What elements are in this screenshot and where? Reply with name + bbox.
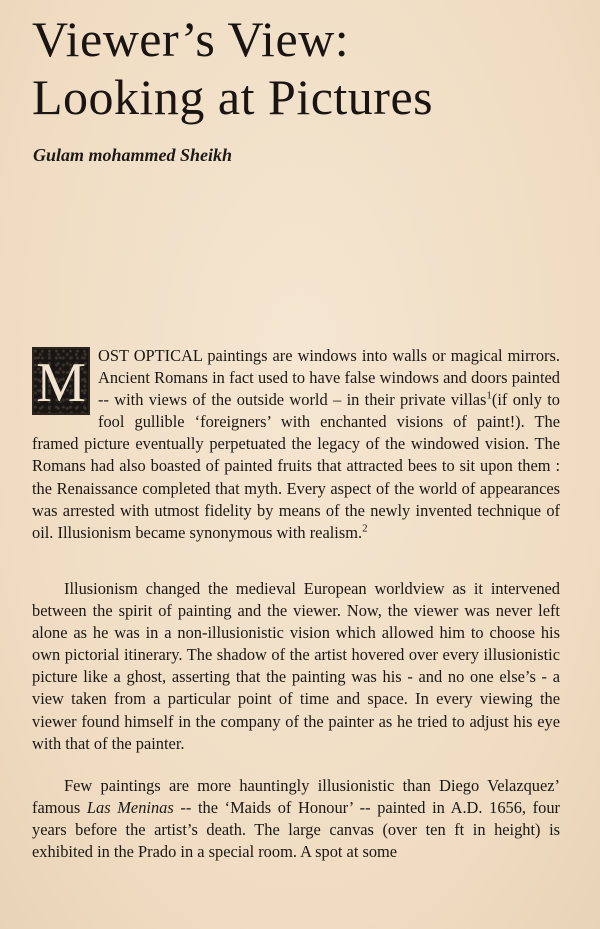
article-title-line-1: Viewer’s View: — [32, 11, 350, 67]
paragraph-3-text-a: Few paintings are more hauntingly illusionistic than Diego Velazquez’ famous — [32, 776, 560, 818]
paragraph-3 — [32, 775, 560, 863]
article-title-line-2: Looking at Pictures — [32, 69, 434, 125]
drop-cap-letter: M — [36, 352, 86, 414]
paragraph-2: Illusionism changed the medieval European worldview as it intervened between the spirit of painting and the viewer. Now, the viewer was never left alone as he was in a non-illusionistic vision which allowed him to choose his own pictorial itinerary. The shadow of the artist hovered over every illusionistic picture like a ghost, asserting that the painting was his - and no one else’s - a view taken from a particular point of time and space. In every viewing the viewer found himself in the company of the painter as he tried to adjust his eye with that of the painter. — [32, 579, 560, 753]
footnote-ref-2: 2 — [362, 522, 368, 535]
paragraph-1 — [32, 345, 560, 544]
painting-title-las-meninas: Las Meninas — [86, 798, 174, 818]
paragraph-1-text-b: (if only to fool gullible ‘foreigners’ with enchanted visions of paint!). The framed picture eventually perpetuated the legacy of the windowed vision. The Romans had also boasted of painted fruits that attracted bees to sit upon them : the Renaissance completed that myth. Every aspect of the world of appearances was arrested with utmost fidelity by means of the newly invented technique of oil. Illusionism became synonymous with realism. — [32, 390, 560, 542]
paragraph-1-text-a: OST OPTICAL paintings are windows into walls or magical mirrors. Ancient Romans in fact used to have false windows and doors painted -- with views of the outside world – in their private villas — [98, 346, 560, 410]
article-title — [32, 10, 572, 126]
drop-cap-initial — [32, 347, 90, 415]
footnote-ref-1: 1 — [486, 389, 492, 402]
paragraph-3-text-b: -- the ‘Maids of Honour’ -- painted in A.D. 1656, four years before the artist’s death. The large canvas (over ten ft in height) is exhibited in the Prado in a special room. A spot at some — [32, 798, 560, 862]
author-byline: Gulam mohammed Sheikh — [33, 145, 233, 165]
